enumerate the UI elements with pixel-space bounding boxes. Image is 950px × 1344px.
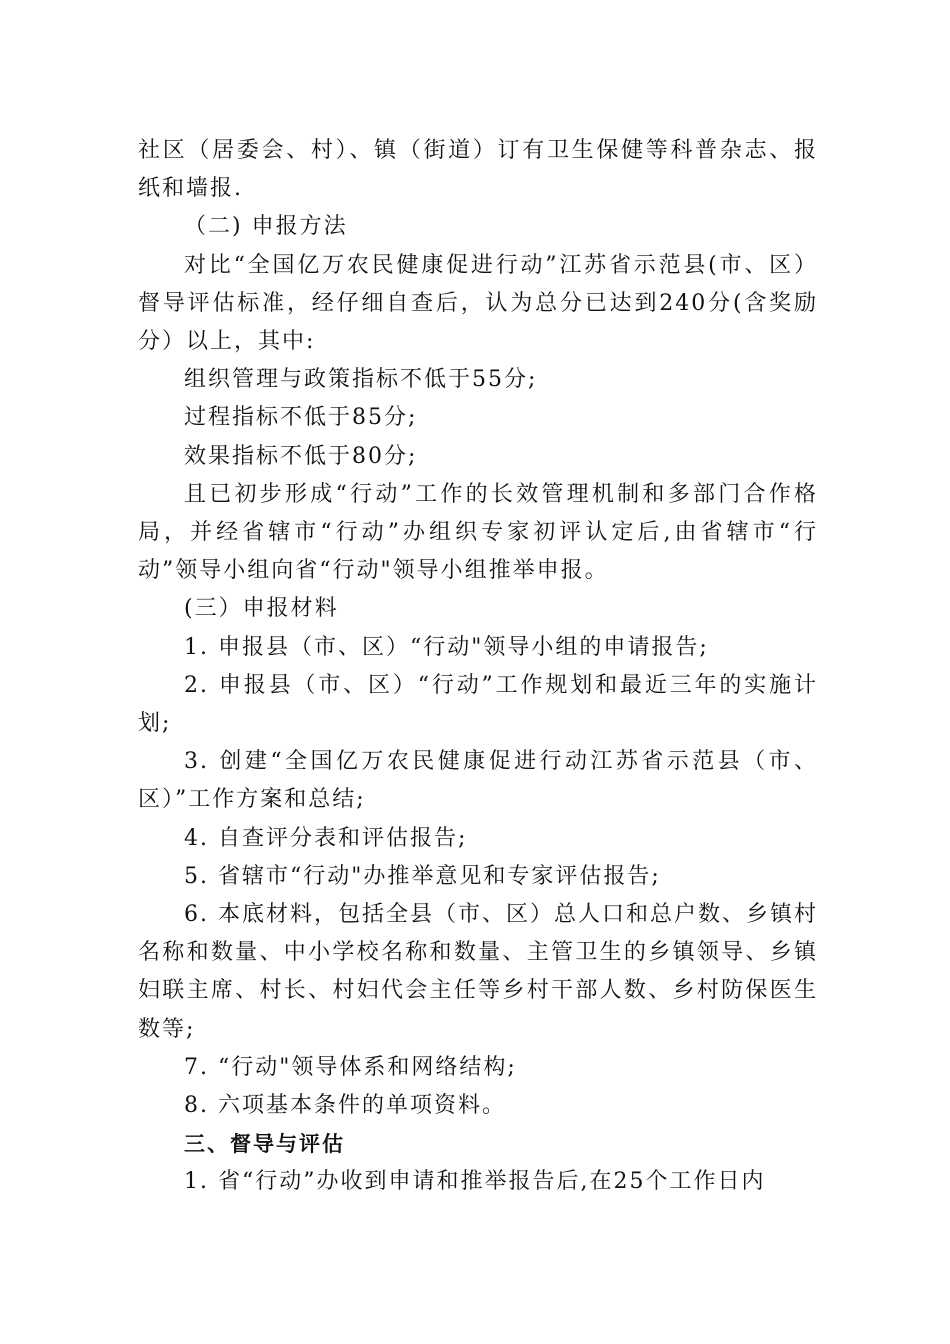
paragraph-management-mechanism: 且已初步形成“行动”工作的长效管理机制和多部门合作格局，并经省辖市“行动”办组织专家初评认定后,由省辖市“行动”领导小组向省“行动"领导小组推举申报。 — [138, 481, 818, 584]
paragraph-process-score: 过程指标不低于85分; — [184, 405, 418, 431]
list-item-3: 3. 创建“全国亿万农民健康促进行动江苏省示范县（市、区）”工作方案和总结; — [138, 749, 818, 813]
list-item-5: 5. 省辖市“行动"办推举意见和专家评估报告; — [184, 863, 661, 889]
list-item-2: 2. 申报县（市、区）“行动”工作规划和最近三年的实施计划; — [138, 672, 818, 737]
list-item-1: 1. 申报县（市、区）“行动"领导小组的申请报告; — [184, 634, 709, 660]
paragraph-evaluation-standard: 对比“全国亿万农民健康促进行动”江苏省示范县(市、区）督导评估标准，经仔细自查后，认为总分已达到240分(含奖励分）以上，其中: — [138, 252, 818, 355]
document-body — [138, 132, 818, 1202]
list-item-7: 7. “行动"领导体系和网络结构; — [184, 1054, 517, 1080]
subheading-application-method: （二) 申报方法 — [184, 214, 348, 240]
list-item-4: 4. 自查评分表和评估报告; — [184, 825, 468, 851]
section-heading-supervision: 三、督导与评估 — [184, 1132, 345, 1157]
list-item-6: 6. 本底材料，包括全县（市、区）总人口和总户数、乡镇村名称和数量、中小学校名称和数量、主管卫生的乡镇领导、乡镇妇联主席、村长、村妇代会主任等乡村干部人数、乡村防保医生数等; — [138, 902, 818, 1042]
paragraph-effect-score: 效果指标不低于80分; — [184, 443, 418, 469]
subheading-application-materials: (三）申报材料 — [184, 596, 339, 622]
paragraph-supervision-step-1: 1. 省“行动”办收到申请和推举报告后,在25个工作日内 — [184, 1169, 766, 1195]
list-item-8: 8. 六项基本条件的单项资料。 — [184, 1093, 506, 1119]
paragraph-org-management-score: 组织管理与政策指标不低于55分; — [184, 367, 538, 393]
paragraph-community-publications: 社区（居委会、村）、镇（街道）订有卫生保健等科普杂志、报纸和墙报. — [138, 138, 818, 202]
